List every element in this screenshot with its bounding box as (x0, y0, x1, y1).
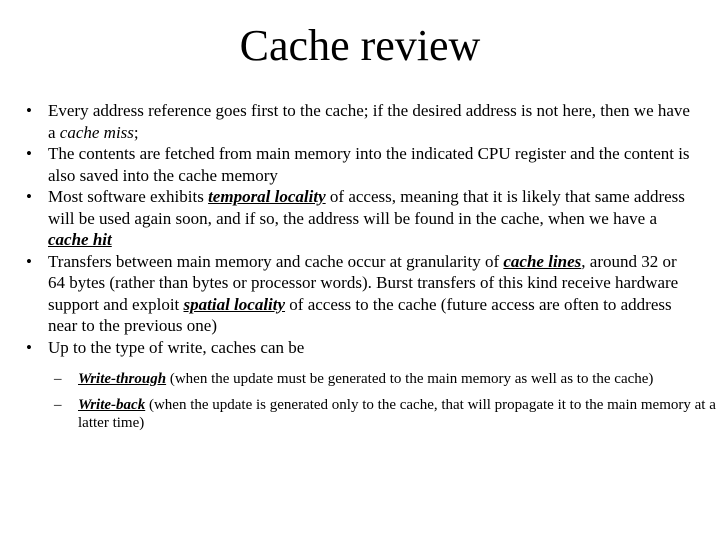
bullet-text: Every address reference goes first to the cache; if the desired address is not here, then we have a cache miss; (48, 101, 690, 142)
bullet-text: Transfers between main memory and cache occur at granularity of cache lines, around 32 or 64 bytes (rather than bytes or processor words). Burst transfers of this kind receive hardware support and exploit spatial locality of access to the cache (future access are often to address near to the previous one) (48, 251, 679, 335)
emphasis: cache hit (48, 230, 112, 249)
bullet-dot-icon: • (26, 251, 32, 271)
sub-bullet-item (54, 396, 718, 433)
sub-bullet-list (54, 370, 718, 433)
bullet-dot-icon: • (26, 187, 32, 206)
bullet-list (22, 100, 716, 440)
bullet-text: Most software exhibits temporal locality of access, meaning that it is likely that same address will be used again soon, and if so, the address will be found in the cache, when we have a cache hit (48, 187, 685, 249)
slide-title: Cache review (239, 21, 481, 70)
bullet-item (22, 186, 696, 251)
dash-icon: – (54, 371, 62, 387)
dash-icon: – (54, 396, 62, 413)
emphasis: Write-through (78, 371, 167, 387)
emphasis: cache lines (503, 251, 582, 271)
bullet-item (22, 100, 696, 143)
bullet-dot-icon: • (26, 144, 32, 163)
sub-bullet-text: Write-back (when the update is generated only to the cache, that will propagate it to the main memory at a latter time) (78, 396, 716, 431)
bullet-text: Up to the type of write, caches can be (48, 337, 305, 357)
emphasis: Write-back (78, 396, 146, 413)
sub-bullet-text: Write-through (when the update must be generated to the main memory as well as to the cache) (78, 371, 654, 387)
bullet-item (22, 143, 696, 186)
emphasis: spatial locality (183, 294, 286, 314)
bullet-dot-icon: • (26, 337, 32, 357)
bullet-dot-icon: • (26, 101, 32, 120)
bullet-item (22, 337, 716, 433)
sub-bullet-item (54, 370, 718, 389)
emphasis: temporal locality (208, 187, 326, 206)
emphasis: cache miss (59, 122, 134, 142)
bullet-text: The contents are fetched from main memory into the indicated CPU register and the content is also saved into the cache memory (48, 144, 690, 185)
bullet-item (22, 251, 696, 337)
